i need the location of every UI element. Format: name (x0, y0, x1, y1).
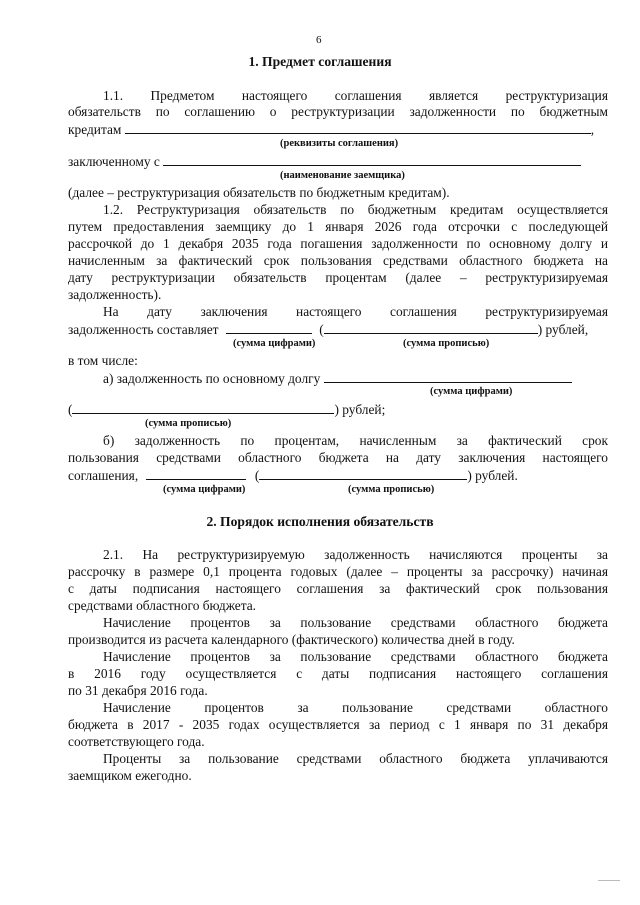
interest-digits-blank (146, 467, 246, 480)
interest-words-blank (259, 467, 467, 480)
p22-line2: производится из расчета календарного (фактического) количества дней в году. (68, 632, 515, 647)
p12-line4: начисленным за фактический срок пользования средствами областного бюджета на (68, 253, 608, 268)
caption-a-digits: (сумма цифрами) (430, 386, 513, 397)
p23-line2: в 2016 году осуществляется с даты подписания настоящего соглашения (68, 666, 608, 681)
borrower-blank (163, 153, 581, 166)
item-b-line1: б) задолженность по процентам, начисленным за фактический срок (103, 433, 608, 448)
caption-b-words: (сумма прописью) (348, 484, 435, 495)
item-a-text: а) задолженность по основному долгу (103, 371, 321, 386)
p13-line1: На дату заключения настоящего соглашения реструктуризируемая (103, 304, 608, 319)
including-line: в том числе: (68, 353, 138, 368)
section-1-heading: 1. Предмет соглашения (248, 54, 392, 69)
item-a-line (103, 370, 572, 387)
a-rubles: ) рублей; (334, 402, 386, 417)
p21-line2: рассрочку в размере 0,1 процента годовых (далее – проценты за рассрочку) начиная (68, 564, 608, 579)
concluded-line (68, 153, 581, 170)
item-a-words-line (68, 401, 385, 418)
p24-line2: бюджета в 2017 - 2035 годах осуществляется за период с 1 января по 31 декабря (68, 717, 608, 732)
principal-words-blank (72, 401, 334, 414)
p12-line1: 1.2. Реструктуризация обязательств по бюджетным кредитам осуществляется (103, 202, 608, 217)
p12-line3: рассрочкой до 1 декабря 2035 года погашения задолженности по основному долгу и (68, 236, 608, 251)
p11-line1: 1.1. Предметом настоящего соглашения является реструктуризация (103, 88, 608, 103)
p24-line1: Начисление процентов за пользование средствами областного (103, 700, 608, 715)
caption-sum-digits: (сумма цифрами) (233, 338, 316, 349)
further-line: (далее – реструктуризация обязательств по бюджетным кредитам). (68, 185, 450, 200)
principal-digits-blank (324, 370, 572, 383)
p21-line1: 2.1. На реструктуризируемую задолженность начисляются проценты за (103, 547, 608, 562)
p23-line3: по 31 декабря 2016 года. (68, 683, 208, 698)
p12-line6: задолженность). (68, 287, 162, 302)
p25-line1: Проценты за пользование средствами областного бюджета уплачиваются (103, 751, 608, 766)
p12-line5: дату реструктуризации обязательств процентам (далее – реструктуризируемая (68, 270, 608, 285)
p25-line2: заемщиком ежегодно. (68, 768, 192, 783)
scan-mark (598, 880, 620, 881)
debt-words-blank (324, 321, 538, 334)
debt-rubles: ) рублей, (537, 322, 589, 337)
a-open-paren: ( (68, 402, 73, 417)
item-b-line2: пользования средствами областного бюджета на дату заключения настоящего (68, 450, 608, 465)
p13-line2 (68, 321, 588, 338)
p21-line4: средствами областного бюджета. (68, 598, 257, 613)
page-number: 6 (316, 34, 322, 46)
p11-line3-comma: , (590, 122, 595, 137)
concluded-with-text: заключенному с (68, 154, 160, 169)
b-open-paren: ( (254, 468, 260, 483)
p13-line2-text: задолженность составляет (68, 322, 219, 337)
caption-borrower: (наименование заемщика) (280, 170, 405, 181)
debt-digits-blank (226, 321, 312, 334)
caption-b-digits: (сумма цифрами) (163, 484, 246, 495)
p22-line1: Начисление процентов за пользование средствами областного бюджета (103, 615, 608, 630)
item-b-line3-text: соглашения, (68, 468, 139, 483)
p11-line3-text: кредитам (68, 122, 122, 137)
p24-line3: соответствующего года. (68, 734, 205, 749)
b-rubles: ) рублей. (467, 468, 518, 483)
caption-sum-words: (сумма прописью) (403, 338, 490, 349)
section-2-heading: 2. Порядок исполнения обязательств (206, 514, 434, 529)
caption-requisites: (реквизиты соглашения) (280, 138, 399, 149)
open-paren: ( (319, 322, 324, 337)
requisites-blank (125, 121, 591, 134)
p11-line2: обязательств по соглашению о реструктуризации задолженности по бюджетным (68, 104, 608, 119)
p11-line3 (68, 121, 594, 138)
p23-line1: Начисление процентов за пользование средствами областного бюджета (103, 649, 608, 664)
p12-line2: путем предоставления заемщику до 1 января 2026 года отсрочки с последующей (68, 219, 608, 234)
caption-a-words: (сумма прописью) (145, 418, 232, 429)
item-b-line3 (68, 467, 518, 484)
p21-line3: с даты подписания настоящего соглашения за фактический срок пользования (68, 581, 608, 596)
